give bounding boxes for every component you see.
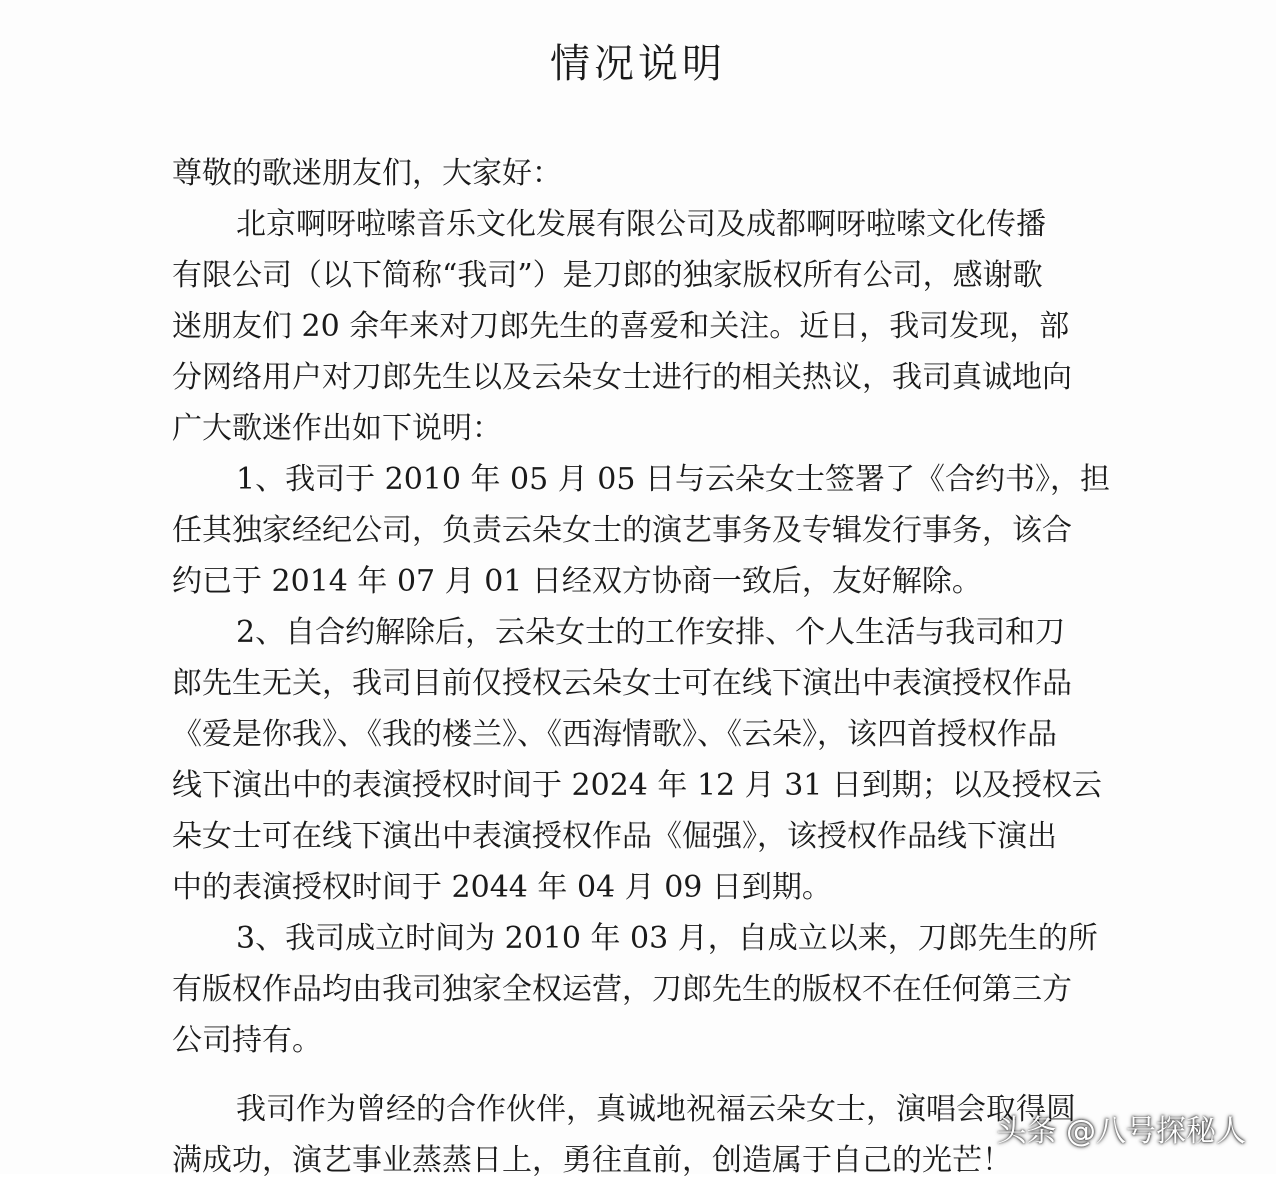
paragraph-line: 《爱是你我》、《我的楼兰》、《西海情歌》、《云朵》，该四首授权作品 xyxy=(172,717,1057,752)
paragraph-line: 任其独家经纪公司，负责云朵女士的演艺事务及专辑发行事务，该合 xyxy=(172,513,1072,548)
paragraph-line: 线下演出中的表演授权时间于 2024 年 12 月 31 日到期；以及授权云 xyxy=(172,768,1102,803)
paragraph-line: 分网络用户对刀郎先生以及云朵女士进行的相关热议，我司真诚地向 xyxy=(172,360,1072,395)
document-title: 情况说明 xyxy=(550,41,726,87)
document-body xyxy=(172,148,1132,1186)
watermark-text: 头条 @八号探秘人 xyxy=(996,1114,1246,1149)
paragraph-line: 有版权作品均由我司独家全权运营，刀郎先生的版权不在任何第三方 xyxy=(172,972,1072,1007)
paragraph-line: 1、我司于 2010 年 05 月 05 日与云朵女士签署了《合约书》，担 xyxy=(236,462,1110,497)
paragraph-line: 迷朋友们 20 余年来对刀郎先生的喜爱和关注。近日，我司发现，部 xyxy=(172,309,1070,344)
paragraph-line: 我司作为曾经的合作伙伴，真诚地祝福云朵女士，演唱会取得圆 xyxy=(236,1092,1076,1127)
paragraph-line: 中的表演授权时间于 2044 年 04 月 09 日到期。 xyxy=(172,870,832,905)
paragraph-gap xyxy=(172,1066,1132,1084)
paragraph-line: 约已于 2014 年 07 月 01 日经双方协商一致后，友好解除。 xyxy=(172,564,982,599)
paragraph-line: 郎先生无关，我司目前仅授权云朵女士可在线下演出中表演授权作品 xyxy=(172,666,1072,701)
paragraph-line: 朵女士可在线下演出中表演授权作品《倔强》，该授权作品线下演出 xyxy=(172,819,1057,854)
paragraph-line: 3、我司成立时间为 2010 年 03 月，自成立以来，刀郎先生的所 xyxy=(236,921,1098,956)
paragraph-line: 广大歌迷作出如下说明： xyxy=(172,411,502,446)
paragraph-line: 北京啊呀啦嗦音乐文化发展有限公司及成都啊呀啦嗦文化传播 xyxy=(236,207,1046,242)
salutation-line: 尊敬的歌迷朋友们，大家好： xyxy=(172,156,562,191)
paragraph-line: 满成功，演艺事业蒸蒸日上，勇往直前，创造属于自己的光芒！ xyxy=(172,1143,1012,1178)
paragraph-line: 2、自合约解除后，云朵女士的工作安排、个人生活与我司和刀 xyxy=(236,615,1066,650)
paragraph-line: 有限公司（以下简称“我司”）是刀郎的独家版权所有公司，感谢歌 xyxy=(172,258,1043,293)
paragraph-line: 公司持有。 xyxy=(172,1023,322,1058)
